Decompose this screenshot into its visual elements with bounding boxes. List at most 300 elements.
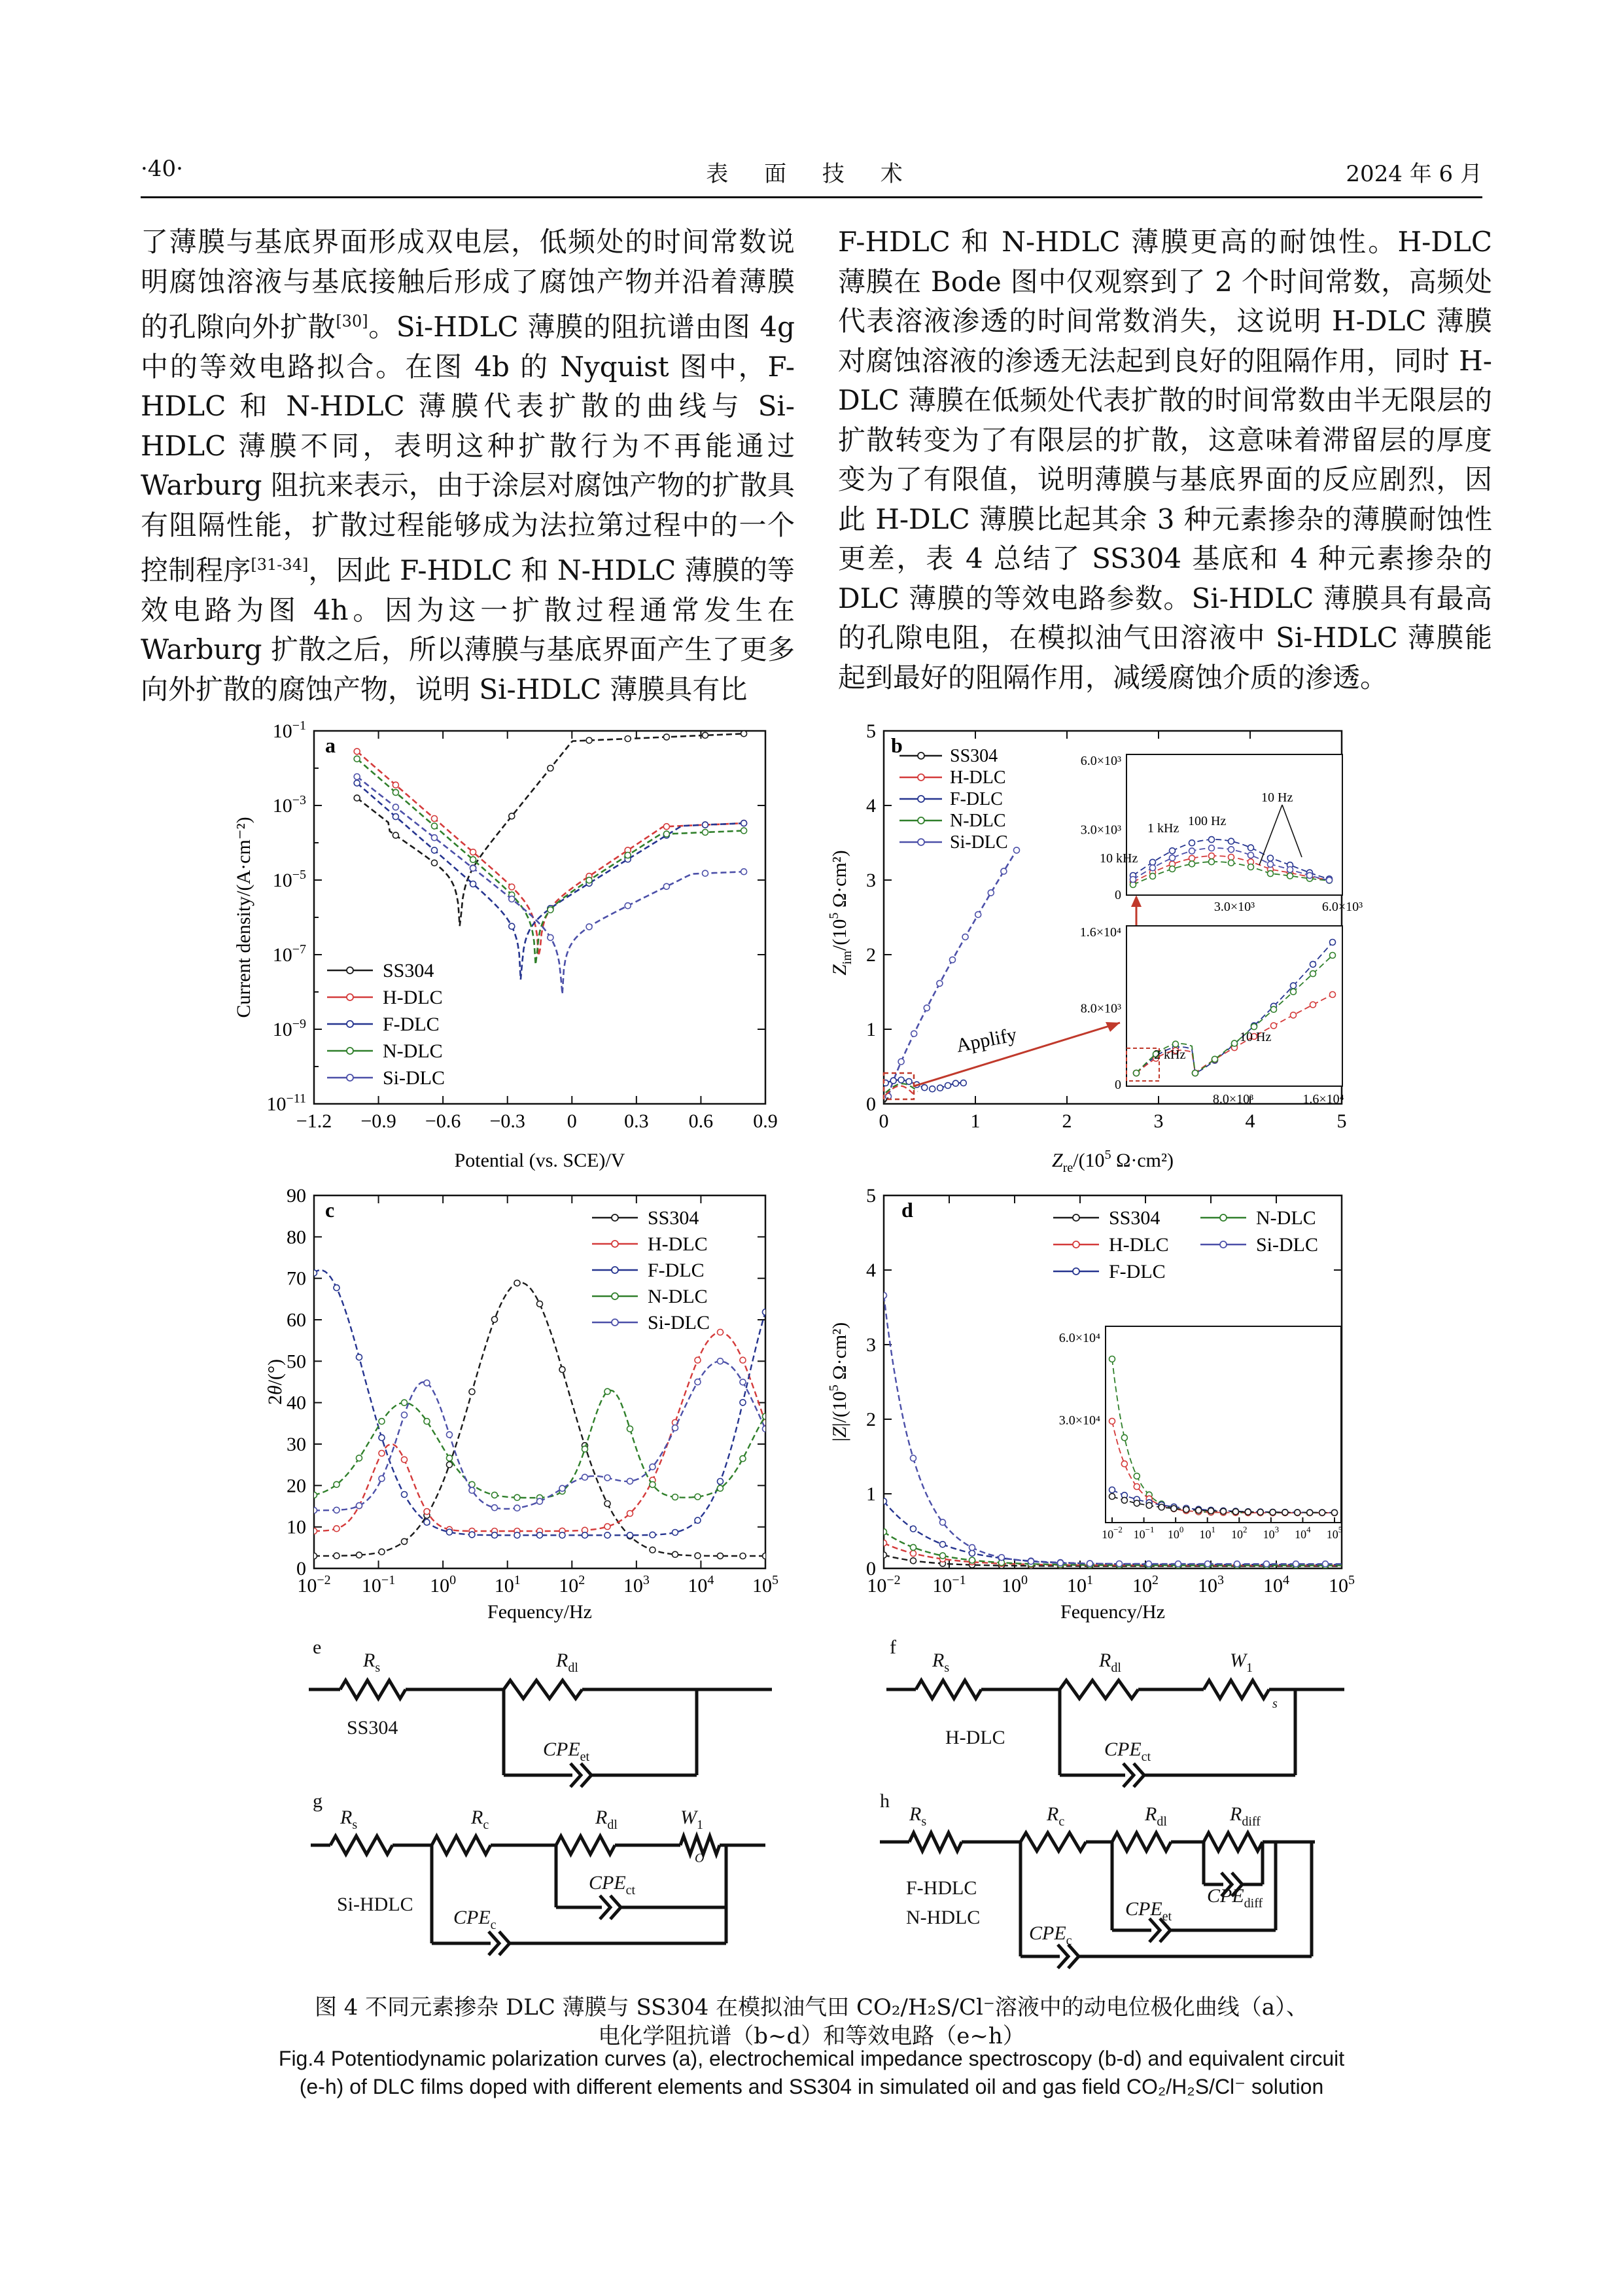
data-point [1058,1560,1064,1566]
data-point [1150,865,1156,871]
warburg-W1 [1204,1680,1269,1699]
data-point [672,1530,678,1536]
legend-label: SS304 [648,1207,699,1229]
y-tick-label: 90 [287,1185,306,1207]
data-point [930,1086,935,1092]
data-point [718,1330,724,1335]
data-point [763,1309,769,1315]
data-point [924,1005,930,1011]
svg-text:1.6×10⁴: 1.6×10⁴ [1302,1092,1344,1106]
resistor-Rdl [1112,1833,1171,1851]
data-point [625,903,631,909]
data-point [604,1501,610,1507]
legend-marker [347,1021,353,1027]
data-point [881,1498,887,1504]
data-point [703,870,708,876]
data-point [975,911,981,917]
svg-text:3.0×10³: 3.0×10³ [1080,822,1121,838]
data-point [1327,877,1333,883]
y-tick-label: 70 [287,1267,306,1290]
circuit-h-name-2: N-HDLC [906,1907,981,1928]
data-point [672,1551,678,1557]
data-point [514,1494,520,1500]
x-tick-label: $10^1$ [1067,1573,1093,1597]
data-point [718,1358,724,1364]
resistor-Rdl [1060,1680,1138,1699]
citation: [30] [336,312,368,330]
data-point [922,1085,928,1091]
data-point [1001,868,1007,874]
y-tick-label: 4 [866,795,876,817]
citation: [31-34] [251,556,309,574]
y-tick-label: 3 [866,870,876,891]
x-tick-label: $10^{-1}$ [932,1573,966,1597]
data-point [1234,1561,1240,1567]
x-tick-label: $10^{-2}$ [867,1573,901,1597]
svg-text:105: $10^5$ [1326,1525,1343,1541]
data-point [424,1380,430,1386]
y-tick-label: 20 [287,1475,306,1497]
svg-text:6.0×10³: 6.0×10³ [1321,900,1363,914]
data-point [1287,867,1293,873]
data-point [695,1553,701,1559]
data-point [334,1285,340,1291]
data-point [627,1532,633,1538]
data-point [1209,845,1215,851]
data-point [311,1492,317,1498]
data-point [514,1505,520,1511]
data-point [379,1419,385,1424]
resistor-Rs [916,1680,981,1699]
x-tick-label: 0 [879,1110,889,1132]
y-tick-label: $10^{-11}$ [266,1091,306,1115]
x-tick-label: 2 [1062,1110,1072,1132]
legend-label: H-DLC [950,768,1006,788]
legend-marker [1220,1241,1227,1248]
data-point [999,1555,1005,1561]
data-point [1291,1012,1297,1018]
data-point [1170,855,1176,861]
data-point [1109,1419,1115,1424]
data-point [1319,1510,1325,1515]
panel-b-inset-upper [1081,754,1363,914]
zoom-arrow [914,1023,1120,1086]
data-point [548,766,553,771]
data-point [514,1280,520,1286]
data-point [1293,1561,1299,1567]
zoom-annotation: Applify [954,1023,1019,1057]
data-point [890,1078,896,1084]
legend-label: F-DLC [1109,1261,1166,1282]
label-W1: $W_1$ [680,1807,703,1832]
data-point [1291,983,1297,989]
freq-label: 1 kHz [1147,821,1179,836]
data-point [740,1456,746,1462]
x-tick-label: 0.9 [753,1110,778,1132]
data-point [881,1552,887,1558]
label-Rs: $R_s$ [340,1807,358,1832]
x-tick-label: 1 [970,1110,981,1132]
svg-text:101: $10^1$ [1199,1525,1215,1541]
data-point [663,831,669,837]
data-point [424,1519,430,1525]
legend-marker [347,1074,353,1081]
label-Rc: $R_c$ [1047,1803,1065,1829]
data-point [1229,855,1234,860]
legend-marker [612,1241,618,1247]
data-point [650,1532,655,1538]
data-point [1209,853,1215,859]
data-point [1109,1356,1115,1362]
legend-label: SS304 [950,746,998,766]
data-point [672,1494,678,1500]
x-tick-label: −0.6 [425,1110,461,1132]
data-point [1268,861,1274,867]
data-point [740,1553,746,1559]
data-point [1193,1070,1198,1076]
data-point [881,1540,887,1546]
data-point [393,790,398,796]
circuit-e-label: e [313,1636,322,1658]
legend-label: Si-DLC [950,832,1008,853]
x-tick-label: $10^4$ [688,1573,714,1597]
data-point [663,883,669,889]
legend-label: Si-DLC [383,1067,445,1089]
legend-label: H-DLC [1109,1234,1169,1256]
data-point [911,1551,916,1557]
data-point [940,1542,946,1547]
label-CPEct: $CPE_{et}$ [543,1739,590,1764]
y-tick-label: 1 [866,1483,876,1505]
data-point [945,1083,951,1089]
data-point [741,731,747,737]
data-point [952,1080,958,1086]
data-point [447,1432,453,1438]
data-point [1330,953,1336,959]
data-point [763,1426,769,1432]
panel-d-x-axis-label: Fequency/Hz [1060,1601,1165,1623]
data-point [559,1532,565,1538]
data-point [625,853,631,858]
panel-b-inset-lower [1080,925,1344,1106]
legend-label: N-DLC [648,1286,708,1307]
legend-label: F-DLC [383,1014,440,1035]
x-tick-label: $10^3$ [1198,1573,1224,1597]
data-point [470,849,476,855]
y-tick-label: 2 [866,944,876,966]
data-point [582,1532,588,1538]
legend-label: Si-DLC [648,1312,710,1333]
svg-text:6.0×10⁴: 6.0×10⁴ [1058,1331,1100,1345]
data-point [1264,1561,1270,1567]
data-point [1209,859,1215,865]
data-point [1028,1559,1034,1564]
data-point [354,780,360,786]
panel-c-label: c [325,1198,335,1222]
y-tick-label: 0 [866,1093,876,1115]
panel-c-x-axis-label: Fequency/Hz [487,1601,592,1623]
data-point [354,749,360,754]
data-point [1150,874,1156,879]
data-point [354,774,360,780]
data-point [940,1553,946,1559]
page-number: ·40· [141,156,183,182]
data-point [740,1400,746,1405]
x-tick-label: $10^4$ [1263,1573,1289,1597]
freq-label: 10 kHz [1100,851,1138,866]
data-point [379,1451,385,1457]
legend-label: N-DLC [383,1040,443,1062]
circuit-h-name-1: F-HDLC [906,1877,977,1899]
y-tick-label: 5 [866,720,876,742]
label-Rdl: $R_{dl}$ [595,1807,618,1832]
data-point [1196,1508,1202,1513]
data-point [1146,1561,1152,1567]
data-point [1307,1510,1313,1515]
data-point [695,1517,701,1523]
data-point [586,737,592,743]
panel-d-label: d [901,1198,913,1222]
y-tick-label: 3 [866,1334,876,1356]
svg-text:O: O [695,1851,705,1865]
data-point [1271,1006,1277,1012]
label-Rdl: $R_{dl}$ [1145,1803,1167,1829]
resistor-Rc [1021,1833,1086,1851]
x-tick-label: 0.3 [624,1110,649,1132]
data-point [1271,1023,1277,1029]
data-point [1229,838,1234,844]
data-point [650,1547,655,1553]
label-CPEct: $CPE_{ct}$ [589,1872,636,1898]
journal-title: 表 面 技 术 [706,161,917,187]
data-point [703,830,708,836]
data-point [763,1553,769,1559]
panel-b-y-axis-label: $Z_{im}/(10^5$ Ω·cm²) [827,850,854,976]
data-point [898,1059,904,1065]
y-tick-label: $10^{-3}$ [272,793,306,817]
data-point [509,884,515,890]
data-point [1014,847,1020,853]
x-tick-label: −0.9 [360,1110,396,1132]
polarization-curve-F-DLC [357,783,744,980]
data-point [604,1524,610,1530]
data-point [1310,1002,1316,1008]
equivalent-circuits [309,1636,1344,1968]
legend-marker [612,1267,618,1273]
data-point [741,869,747,875]
legend-marker [1220,1214,1227,1221]
x-tick-label: $10^2$ [559,1573,585,1597]
data-point [650,1481,655,1487]
label-Rs: $R_s$ [363,1650,381,1675]
legend-marker [1073,1241,1079,1248]
x-tick-label: $10^5$ [752,1573,778,1597]
data-point [1212,1056,1218,1062]
data-point [1205,1561,1211,1567]
data-point [695,1494,701,1500]
data-point [470,881,476,887]
svg-text:0: 0 [1115,888,1121,902]
data-point [703,732,708,738]
legend-marker [918,774,924,781]
svg-text:6.0×10³: 6.0×10³ [1080,754,1121,768]
circuit-f-name: H-DLC [945,1727,1005,1748]
data-point [1183,1507,1189,1513]
polarization-curve-H-DLC [357,751,744,956]
y-tick-label: 40 [287,1392,306,1414]
data-point [1310,961,1316,967]
svg-text:100: $10^0$ [1167,1525,1184,1541]
data-point [432,860,438,866]
freq-label: 10 Hz [1261,790,1293,805]
data-point [898,1077,904,1083]
data-point [354,756,360,762]
figure-caption-cn-2: 电化学阻抗谱（b~d）和等效电路（e~h） [598,2023,1025,2049]
figure-caption-cn-1: 图 4 不同元素掺杂 DLC 薄膜与 SS304 在模拟油气田 CO₂/H₂S/Cl⁻溶液中的动电位极化曲线（a）、 [314,1994,1309,2021]
data-point [1282,1510,1288,1515]
data-point [1248,845,1254,851]
circuit-g-label: g [313,1790,323,1812]
svg-text:10−2: $10^{-2}$ [1102,1525,1123,1541]
data-point [960,1080,966,1086]
data-point [969,1557,975,1563]
x-tick-label: −0.3 [489,1110,525,1132]
legend-label: N-DLC [1256,1207,1316,1229]
x-tick-label: $10^{-1}$ [361,1573,396,1597]
legend-marker [918,839,924,845]
data-point [604,1475,610,1481]
y-tick-label: 10 [287,1516,306,1538]
x-tick-label: 5 [1336,1110,1347,1132]
y-tick-label: 5 [866,1185,876,1207]
y-tick-label: 50 [287,1351,306,1373]
data-point [741,828,747,834]
data-point [1173,1041,1179,1047]
legend-marker [918,817,924,824]
data-point [911,1455,916,1461]
legend-marker [1073,1268,1079,1275]
data-point [1121,1435,1127,1441]
resistor-Rc [432,1836,491,1854]
panel-d-impedance-modulus-chart [827,1185,1355,1623]
data-point [1307,872,1313,878]
data-point [354,795,360,801]
data-point [311,1528,317,1534]
data-point [424,1509,430,1515]
legend-marker [1073,1214,1079,1221]
freq-label: 100 Hz [1188,814,1227,828]
circuit-f-label: f [890,1636,896,1658]
legend-marker [347,967,353,974]
data-point [402,1538,408,1544]
data-point [357,1354,362,1360]
data-point [1248,864,1254,870]
data-point [334,1526,340,1532]
legend-marker [612,1319,618,1326]
x-tick-label: 3 [1153,1110,1164,1132]
modulus-curve-H-DLC [884,1543,1342,1565]
data-point [586,924,592,930]
data-point [1176,1561,1181,1567]
data-point [937,1085,943,1091]
data-point [1229,847,1234,853]
data-point [357,1552,362,1558]
data-point [703,822,708,828]
data-point [1150,859,1156,865]
data-point [1109,1487,1115,1493]
data-point [962,934,968,940]
resistor-Rs [340,1680,406,1699]
y-tick-label: $10^{-7}$ [272,942,306,966]
data-point [447,1455,453,1461]
svg-text:8.0×10³: 8.0×10³ [1212,1092,1254,1106]
data-point [969,1545,975,1551]
panel-b-label: b [891,733,903,757]
data-point [1170,866,1176,872]
data-point [424,1419,430,1424]
data-point [911,1031,917,1036]
data-point [1221,1508,1227,1514]
x-tick-label: $10^3$ [623,1573,650,1597]
data-point [509,813,515,819]
freq-label: 2 kHz [1154,1048,1186,1062]
data-point [582,1446,588,1452]
resistor-Rs [909,1833,962,1851]
x-tick-label: 0 [567,1110,577,1132]
data-point [1248,853,1254,858]
legend-marker [347,994,353,1000]
data-point [311,1553,317,1559]
data-point [1291,989,1297,995]
resistor-Rdiff [1204,1833,1263,1851]
data-point [432,823,438,829]
data-point [357,1455,362,1461]
svg-text:3.0×10⁴: 3.0×10⁴ [1058,1413,1100,1428]
data-point [432,835,438,841]
data-point [1087,1561,1093,1566]
data-point [311,1508,317,1513]
data-point [911,1544,916,1550]
panel-b-x-axis-label: $Z_{re}/(10^5$ Ω·cm²) [1052,1148,1174,1175]
data-point [1109,1494,1115,1500]
data-point [911,1558,916,1564]
svg-text:3.0×10³: 3.0×10³ [1213,900,1255,914]
data-point [906,1078,912,1084]
label-Rc: $R_c$ [471,1807,489,1832]
data-point [663,824,669,830]
data-point [672,1425,678,1431]
data-point [469,1487,475,1493]
data-point [1130,877,1136,883]
data-point [969,1550,975,1556]
circuit-e-name: SS304 [347,1717,398,1739]
data-point [718,1485,724,1491]
data-point [334,1507,340,1513]
data-point [402,1400,408,1405]
data-point [393,814,398,820]
data-point [937,980,943,986]
data-point [357,1503,362,1509]
data-point [469,1389,475,1395]
data-point [1121,1461,1127,1467]
data-point [379,1549,385,1555]
data-point [492,1316,498,1322]
data-point [1208,1508,1214,1514]
data-point [718,1479,724,1485]
data-point [1323,1561,1329,1567]
data-point [582,1474,588,1480]
data-point [1251,1024,1257,1030]
